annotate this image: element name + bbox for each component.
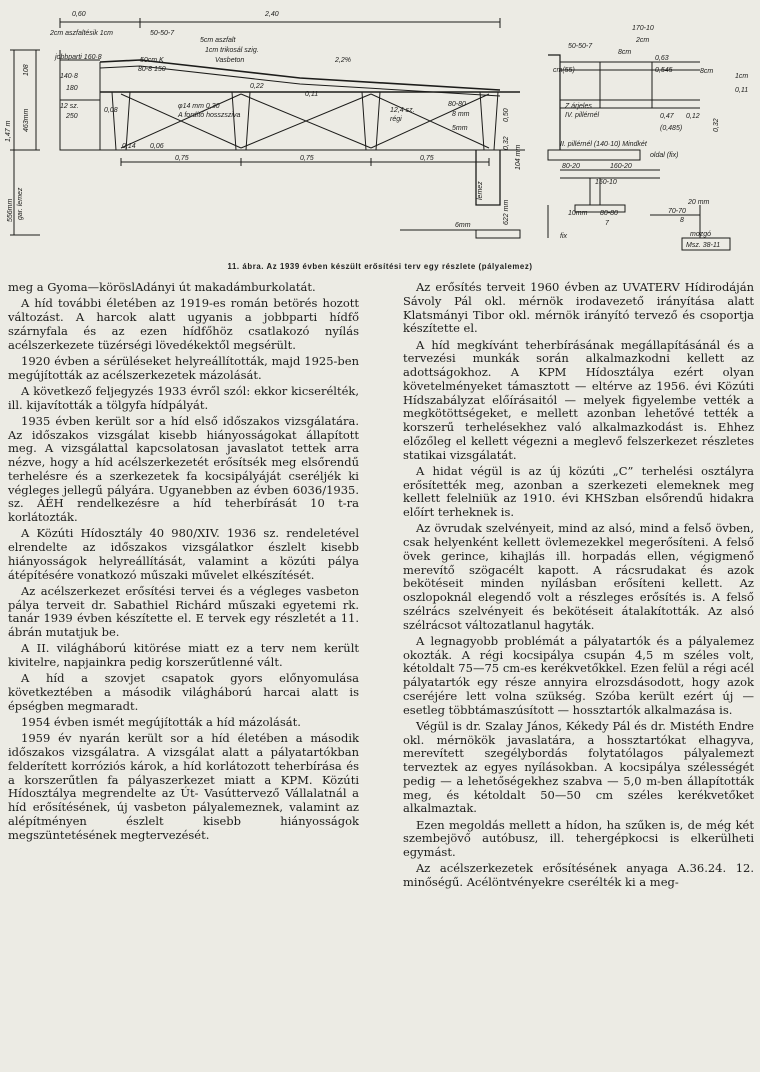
label-r8cm2: 8cm	[700, 68, 714, 75]
paragraph: A II. világháború kitörése miatt ez a terv nem került kivitelre, napjainkra pedig korszerűtlenné vált.	[8, 641, 359, 669]
label-147: 1,47 m	[5, 120, 12, 142]
paragraph: Az acélszerkezet erősítési tervei és a végleges vasbeton pálya terveit dr. Sabathiel Richárd műszaki egyetemi rk. tanár 1939 évben készítette el. E tervek egy részletét a 11. ábrán mutatjuk be.	[8, 583, 359, 639]
label-104: 104 mm	[515, 144, 522, 170]
paragraph: meg a Gyoma—köröslAdányi út makadámburkolatát.	[8, 280, 316, 294]
label-rcm: cm(55)	[553, 67, 575, 74]
right-column	[403, 281, 754, 892]
paragraph: Ezen megoldás mellett a hídon, ha szűken is, de még két szembejövő autóbusz, ill. tehergépkocsi is elkerülheti egymást.	[403, 817, 754, 859]
label-rmsz: Msz. 38-11	[686, 242, 721, 249]
label-180: 180	[66, 85, 78, 92]
label-r0545: 0,545	[655, 67, 673, 74]
label-250: 250	[66, 113, 78, 120]
label-r8020: 80-20	[562, 163, 580, 170]
cross-section-svg	[0, 0, 760, 262]
label-808: 80-8 150	[138, 66, 166, 73]
label-gar: gar. lemez	[17, 187, 24, 220]
paragraph: A hidat végül is az új közúti „C” terhelési osztályra erősítették meg, azonban a szerkezeti elemeknek meg kellett felelniük az 1910. évi KHSzban elsőrendű hidakra előírt terheknek is.	[403, 463, 754, 519]
dim-075-b: 0,75	[300, 155, 314, 162]
label-124sz: 12,4 sz.	[390, 107, 415, 114]
label-011: 0,11	[305, 91, 319, 98]
label-r8: 8	[680, 217, 684, 224]
label-022: 0,22	[250, 83, 264, 90]
dim-075-a: 0,75	[175, 155, 189, 162]
paragraph: Az övrudak szelvényeit, mind az alsó, mind a felső övben, csak helyenként kellett övlemezekkel megerősíteni. A felső övek gerince, kihajlás ill. horpadás ellen, végigmenő merevítő szögacélt kapott. A rácsrudakat és azok bekötéseit minden nyílásban erősíteni kellett. Az oszlopoknál elegendő volt a részleges erősítés is. A felső szélrács szelvényeit és bekötéseit átalakították. Az alsó szélrácsot változatlanul hagyták.	[403, 521, 754, 632]
paragraph: 1959 év nyarán került sor a híd életében a második időszakos vizsgálatra. A vizsgálat alatt a pályatartókban felderített korróziós károk, a híd korlátozott teherbírása és a korszerűtlen fa pályaszerkezet miatt a KPM. Közúti Hídosztálya megrendelte az Út- Vasúttervező Vállalatnál a híd erősítésének, új vasbeton pályalemeznek, valamint az alépítményen észlelt kisebb hiányosságok megszüntetésének megtervezését.	[8, 731, 359, 842]
label-8080: 80-80	[448, 101, 466, 108]
label-r1cm: 1cm	[735, 73, 749, 80]
label-r2cm: 2cm	[636, 37, 650, 44]
dim-240: 2,40	[265, 11, 279, 18]
paragraph: 1920 évben a sérüléseket helyreállították, majd 1925-ben megújították az acélszerkezetek mázolását.	[8, 353, 359, 382]
label-r011: 0,11	[735, 87, 749, 94]
label-014: 0,14	[122, 143, 136, 150]
label-008: 0,08	[104, 107, 118, 114]
label-rpillerel: IV. pillérnél	[565, 112, 600, 119]
dim-060: 0,60	[72, 11, 86, 18]
paragraph: A híd megkívánt teherbírásának megállapításánál és a tervezési munkák során alkalmazkodni kellett az adottságokhoz. A KPM Hídosztálya ezért olyan követelményeket támasztott — eltérve az 1956. évi Közúti Hídszabályzat előírásaitól — melyek figyelembe vették a megkötöttségeket, e mellett azonban lehetővé tették a korszerű terhelésekhez való alkalmazkodást is. Ehhez előzőleg el kellett végezni a meglevő felszerkezet részletes statikai vizsgálatát.	[403, 337, 754, 462]
label-r16020: 160-20	[610, 163, 632, 170]
label-rfix: fix	[560, 233, 567, 240]
label-r8080: 80-80	[600, 210, 618, 217]
label-rmozgo: mozgó	[690, 231, 712, 238]
label-556: 556mm	[7, 198, 14, 222]
label-vasbeton: Vasbeton	[215, 57, 245, 64]
label-r0485: (0,485)	[660, 125, 683, 132]
figure-caption: 11. ábra. Az 1939 évben készült erősítési terv egy részlete (pályalemez)	[227, 262, 533, 271]
label-r8cm: 8cm	[618, 49, 632, 56]
label-r063: 0,63	[655, 55, 669, 62]
label-trikosal: 1cm trikosál szig.	[205, 47, 259, 54]
dim-075-c: 0,75	[420, 155, 434, 162]
label-006: 0,06	[150, 143, 164, 150]
label-032: 0,32	[503, 136, 510, 150]
label-1408: 140·8	[60, 73, 78, 80]
left-column	[8, 281, 359, 845]
paragraph: 1935 évben került sor a híd első időszakos vizsgálatára. Az időszakos vizsgálat kisebb hiányosságokat állapított meg. A vizsgálattal kapcsolatosan javaslatot tettek arra nézve, hogy a híd acélszerkezetét erősítsék meg elsőrendű terhelésre és a szerkezetek fa kocsipályáját cseréljék ki végleges jellegű pályára. Ugyanebben az évben 6036/1935. sz. ÁÉH rendelkezésre a híd teherbírását 10 t-ra korlátozták.	[8, 413, 359, 524]
label-8mm: 8 mm	[452, 111, 470, 118]
paragraph: A Közúti Hídosztály 40 980/XIV. 1936 sz. rendeletével elrendelte az időszakos vizsgálatkor észlelt kisebb hiányosságok helyreállítását, valamint a közúti pálya átépítésére vonatkozó műszaki művelet elkészítését.	[8, 526, 359, 582]
label-jobbparti: jobbparti 160·8	[55, 54, 102, 61]
paragraph: Végül is dr. Szalay János, Kékedy Pál és dr. Mistéth Endre okl. mérnökök javaslatára, a hossztartókat elhagyva, merevített szegélybordás folytatólagos pályalemezt terveztek az egyes nyílásokban. A kocsipálya szélességét pedig — a lehetőségekhez szabva — 5,0 m-ben állapították meg, és kétoldalt 50—50 cm széles kerékvetőket alkalmaztak.	[403, 718, 754, 816]
label-asphalt5: 5cm aszfalt	[200, 37, 236, 44]
paragraph: Az erősítés terveit 1960 évben az UVATERV Hídirodáján Sávoly Pál okl. mérnök irodavezető irányítása alatt Klatsmányi Tibor okl. mérnök irányító tervező és csoportja készítette el.	[403, 280, 754, 336]
label-roldal: oldal (fix)	[650, 152, 679, 159]
label-r7: 7	[605, 220, 609, 227]
paragraph: A legnagyobb problémát a pályatartók és a pályalemez okozták. A régi kocsipálya csupán 4,5 m széles volt, kétoldalt 75—75 cm-es kerékvetőkkel. Ezen felül a régi acél pályatartók egy része annyira elrozsdásodott, hogy azok cseréjére lett volna szükség. Szóba került ezért új — esetleg többtámaszúsított — hossztartók alkalmazása is.	[403, 633, 754, 717]
label-r15010: 150-10	[595, 179, 617, 186]
label-r012: 0,12	[686, 113, 700, 120]
label-r10mm: 10mm	[568, 210, 588, 217]
paragraph: A következő feljegyzés 1933 évről szól: ekkor kicserélték, ill. kijavították a tölgyfa hídpályát.	[8, 383, 359, 412]
label-622: 622 mm	[503, 199, 510, 225]
label-rzarjeles: Z árjeles	[565, 103, 592, 110]
deck-slab-drawing	[0, 0, 760, 262]
label-lemez: lemez	[477, 181, 484, 200]
label-r7070: 70-70	[668, 208, 686, 215]
label-regi: régi	[390, 116, 402, 123]
label-463: 463mm	[23, 108, 30, 132]
paragraph: Az acélszerkezetek erősítésének anyaga A.36.24. 12. minőségű. Acélöntvényekre cserélték ki a meg-	[403, 861, 754, 889]
label-050: 0,50	[503, 108, 510, 122]
label-angle: 50-50-7	[150, 30, 175, 37]
label-rpill: II. pillérnél (140·10) Mindkét	[560, 141, 647, 148]
label-atfordito: A fordító hosszsziva	[178, 112, 241, 119]
label-r170: 170-10	[632, 25, 654, 32]
label-r20mm: 20 mm	[688, 199, 710, 206]
label-r50507: 50-50-7	[568, 43, 593, 50]
label-12sz: 12 sz.	[60, 103, 79, 110]
label-r032: 0,32	[713, 118, 720, 132]
paragraph: A híd a szovjet csapatok gyors előnyomulása következtében a második világháború harcai alatt is épségben megmaradt.	[8, 671, 359, 713]
label-5mm: 5mm	[452, 125, 468, 132]
label-phi14: φ14 mm 0,30	[178, 103, 220, 110]
label-r047: 0,47	[660, 113, 674, 120]
paragraph: A híd további életében az 1919-es román betörés hozott változást. A harcok alatt ugyanis a jobbparti hídfő szárnyfala és az ezen hídfőhöz csatlakozó nyílás acélszerkezete tüzérségi lövedékektől megsérült.	[8, 296, 359, 352]
label-slope: 2,2%	[335, 57, 351, 64]
label-asphalt-left: 2cm aszfaltésik 1cm	[50, 30, 114, 37]
label-50cm: 50cm K	[140, 57, 164, 64]
label-6mm: 6mm	[455, 222, 471, 229]
paragraph: 1954 évben ismét megújították a híd mázolását.	[21, 715, 301, 729]
label-108: 108	[23, 64, 30, 76]
